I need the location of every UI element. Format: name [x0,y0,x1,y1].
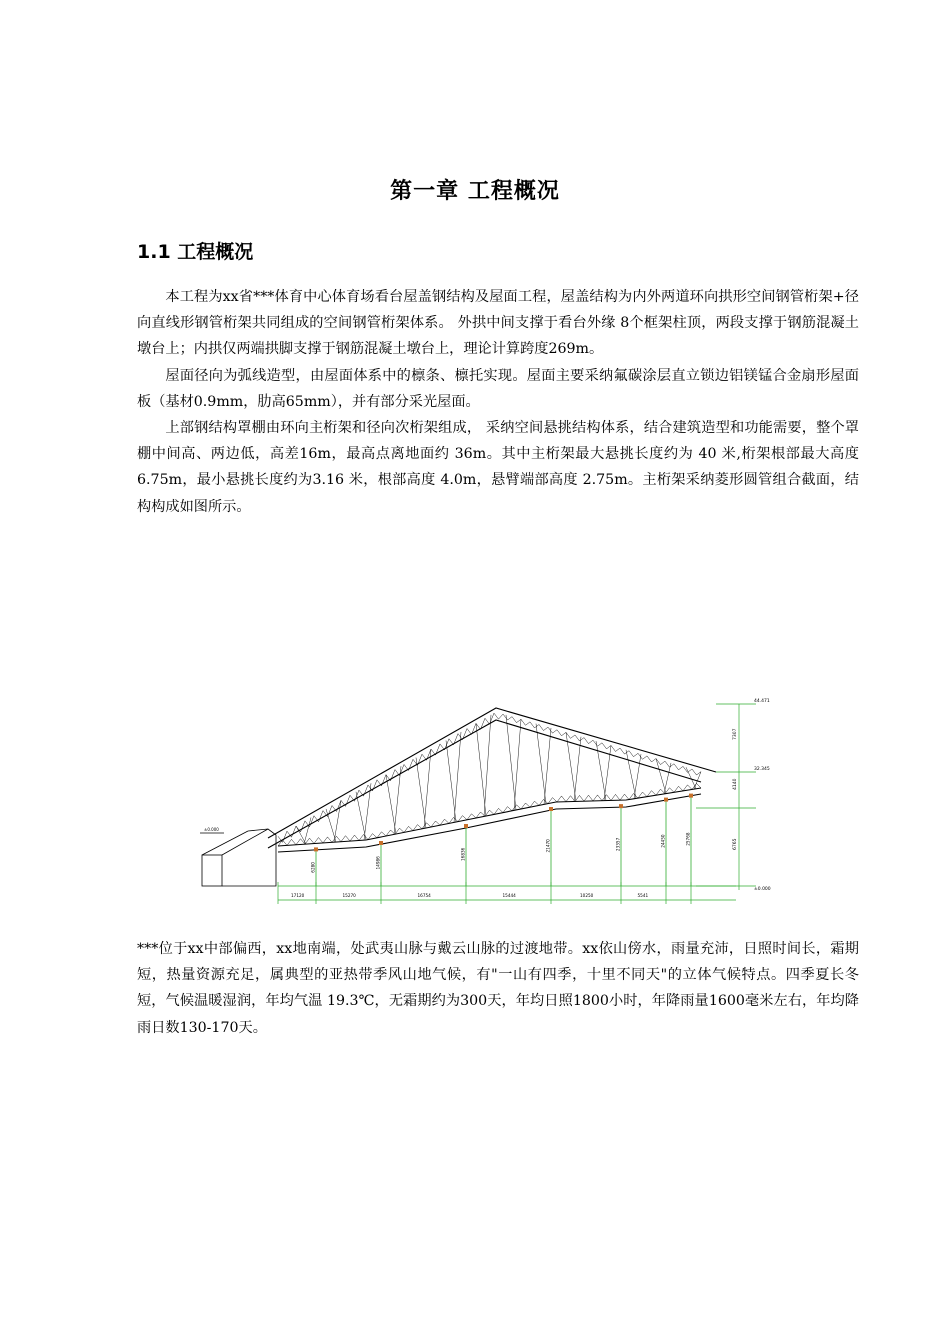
column-height-label: 14986 [375,856,381,870]
vertical-dim-1: 7307 [733,728,738,740]
column-height-label: 23357 [615,837,621,852]
paragraph-climate: ***位于xx中部偏西，xx地南端，处武夷山脉与戴云山脉的过渡地带。xx依山傍水，雨量充沛，日照时间长，霜期短，热量资源充足，属典型的亚热带季风山地气候，有"一山有四季，十里不同天"的立体气候特点。四季夏长冬短，气候温暖湿润，年均气温 19.3℃，无霜期约为300天，年均日照1800小时，年降雨量1600毫米左右，年均降雨日数130-170天。 [137,941,859,1036]
span-dimension-label: 17120 [291,893,305,898]
chapter-title: 第一章 工程概况 [390,179,560,204]
column-cap [549,807,553,811]
elevation-ground: ±0.000 [754,887,771,892]
vertical-dimension-line [696,704,756,890]
vertical-dim-3: 6765 [733,838,738,850]
column-height-label: 21470 [545,839,551,853]
column-height-label: 16836 [460,847,466,861]
column-cap [379,841,383,845]
column-cap [464,824,468,828]
span-dimension-label: 16754 [417,893,431,898]
column-cap [664,798,668,802]
elevation-mid: 32.345 [754,767,770,772]
building-elevation-label: ±0.000 [204,827,219,832]
column-cap [689,794,693,798]
column-height-label: 24450 [660,834,666,848]
climate-paragraph-block [137,936,859,1041]
column-cap [619,804,623,808]
span-dimension-label: 15270 [342,893,356,898]
span-dimension-labels [278,882,691,904]
truss-chords [268,708,716,852]
support-columns [314,794,693,886]
span-dimension-label: 10250 [580,893,594,898]
span-dimension-label: 5541 [637,893,649,898]
intro-paragraphs [137,284,859,520]
paragraph-steel-canopy: 上部钢结构罩棚由环向主桁架和径向次桁架组成， 采纳空间悬挑结构体系，结合建筑造型和功能需要，整个罩棚中间高、两边低，高差16m，最高点离地面约 36m。其中主桁架最大悬挑长度约为 40 米,桁架根部最大高度 6.75m，最小悬挑长度约为3.16 米，根部高度 4.0m，悬臂端部高度 2.75m。主桁架采纳菱形圆管组合截面，结构构成如图所示。 [137,420,859,515]
paragraph-project-overview: 本工程为xx省***体育中心体育场看台屋盖钢结构及屋面工程，屋盖结构为内外两道环向拱形空间钢管桁架+径向直线形钢管桁架共同组成的空间钢管桁架体系。 外拱中间支撑于看台外缘 8个框架柱顶，两段支撑于钢筋混凝土墩台上；内拱仅两端拱脚支撑于钢筋混凝土墩台上，理论计算跨度269m。 [137,289,859,358]
column-cap [314,847,318,851]
elevation-top: 44.471 [754,699,770,704]
truss-elevation-drawing [196,690,776,905]
section-heading: 1.1 工程概况 [137,241,254,263]
column-height-label: 6280 [310,862,316,873]
span-dimension-label: 15444 [502,893,516,898]
paragraph-roof-panels: 屋面径向为弧线造型，由屋面体系中的檩条、檩托实现。屋面主要采纳氟碳涂层直立锁边铝镁锰合金扇形屋面板（基材0.9mm，肋高65mm），并有部分采光屋面。 [137,367,859,410]
truss-web-lattice [278,713,701,846]
column-height-label: 25768 [685,832,691,846]
stand-building [200,829,276,886]
vertical-dim-2: 4140 [733,778,738,790]
